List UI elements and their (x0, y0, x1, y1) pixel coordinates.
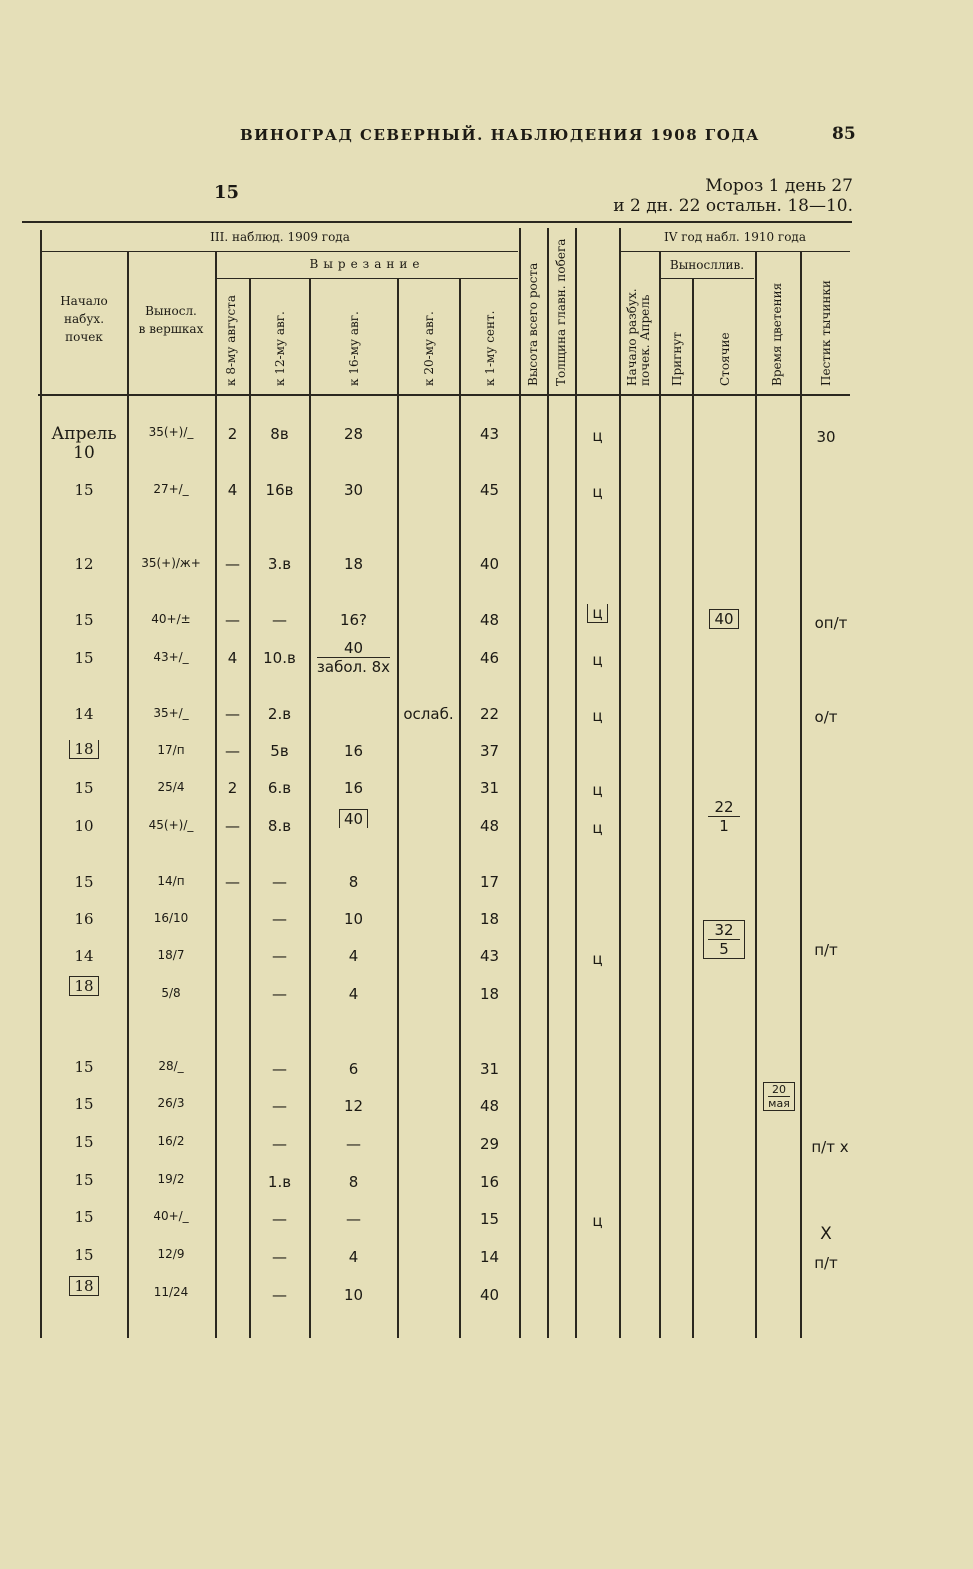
cell-aug12: — (272, 611, 287, 629)
cell-aug8: — (225, 742, 240, 760)
cell-sep1: 29 (479, 1135, 500, 1153)
cell-aug16: 4 (348, 1248, 359, 1266)
cell-start (42, 425, 126, 463)
stand-fraction-top: 22 (708, 798, 739, 817)
cell-stand-boxed-text: 40 (709, 609, 738, 629)
cell-sep1: 43 (479, 947, 500, 965)
cell-sep1: 40 (479, 1286, 500, 1304)
cell-mark: ц (592, 819, 603, 837)
cell-aug12: — (272, 873, 287, 891)
header-bottom-rule (38, 394, 850, 396)
cell-mark: ц (592, 781, 603, 799)
cell-sep1: 17 (479, 873, 500, 891)
cell-aug12: 2.в (267, 705, 292, 723)
cell-start: 14 (74, 947, 94, 965)
cell-pistil: о/т (814, 708, 838, 726)
cell-aug16: 8 (348, 873, 359, 891)
cell-bloom-boxed-fraction (756, 1082, 802, 1111)
cell-endurance: 35(+)/_ (148, 425, 194, 439)
cell-endurance: 40+/± (151, 612, 191, 626)
table-top-rule (22, 221, 852, 223)
cell-aug12: — (272, 1286, 287, 1304)
cell-endurance: 35(+)/ж+ (141, 556, 201, 570)
frost-note-line1: Мороз 1 день 27 (705, 176, 853, 196)
cell-mark: ц (592, 950, 603, 968)
endurance-header: Выносллив. (669, 258, 745, 272)
cell-endurance: 11/24 (153, 1285, 189, 1299)
cell-aug12: 10.в (263, 649, 296, 667)
cell-endurance: 28/_ (158, 1059, 184, 1073)
cell-aug8: — (225, 817, 240, 835)
cell-stand-fraction (693, 798, 755, 835)
cell-aug8: 2 (227, 425, 238, 443)
col-line-11 (659, 252, 661, 1338)
cell-sep1: 45 (479, 481, 500, 499)
cell-sep1: 31 (479, 779, 500, 797)
aug16-fraction (317, 639, 390, 676)
cell-aug16: 30 (343, 481, 364, 499)
cell-aug16: 18 (343, 555, 364, 573)
col-header-y4-start: Начало разбух. почек. Апрель (625, 288, 652, 386)
cell-aug12: — (272, 1135, 287, 1153)
cell-sep1: 15 (479, 1210, 500, 1228)
cell-start-boxed (42, 1277, 126, 1295)
cell-aug8: 4 (227, 649, 238, 667)
col-header-start-line3: почек (65, 330, 103, 344)
cell-endurance: 27+/_ (153, 482, 189, 496)
page-number: 85 (832, 124, 856, 144)
sheet-number: 15 (214, 182, 240, 203)
cell-start: 15 (74, 649, 94, 667)
cell-start: 15 (74, 1208, 94, 1226)
cell-start: 12 (74, 555, 94, 573)
cell-aug16: 4 (348, 985, 359, 1003)
cell-pistil: п/т х (811, 1138, 849, 1156)
col-header-endurance-line2: в вершках (138, 322, 204, 336)
cell-aug16: 12 (343, 1097, 364, 1115)
cell-aug12: 6.в (267, 779, 292, 797)
group-header-1910: IV год набл. 1910 года (664, 230, 806, 244)
cell-aug16: 10 (343, 910, 364, 928)
aug16-fraction-bottom: забол. 8х (316, 658, 391, 676)
cell-aug16: 28 (343, 425, 364, 443)
cell-pistil: п/т (814, 1254, 838, 1272)
cell-aug16: — (346, 1210, 361, 1228)
cell-sep1: 46 (479, 649, 500, 667)
col-header-y4-pistil: Пестик тычинки (819, 280, 833, 386)
cell-aug16-boxed-text: 40 (339, 809, 368, 828)
col-header-height: Высота всего роста (526, 262, 540, 386)
cell-aug16: 8 (348, 1173, 359, 1191)
cell-aug12: — (272, 1210, 287, 1228)
cell-stand-boxed (693, 610, 755, 628)
frost-note (613, 176, 853, 216)
cell-mark: ц (592, 651, 603, 669)
stand-boxed-fraction-bottom: 5 (719, 940, 729, 958)
cell-pistil: Х (820, 1224, 832, 1244)
cell-sep1: 48 (479, 1097, 500, 1115)
cell-sep1: 40 (479, 555, 500, 573)
cell-endurance: 12/9 (157, 1247, 185, 1261)
cutting-header: Вырезание (309, 257, 425, 271)
bloom-fraction-top: 20 (768, 1083, 790, 1097)
col-header-start-line1: Начало (60, 294, 108, 308)
group-header-1909: III. наблюд. 1909 года (210, 230, 350, 244)
col-header-aug12: к 12-му авг. (273, 311, 287, 386)
cell-sep1: 18 (479, 985, 500, 1003)
cell-aug12: 16в (265, 481, 294, 499)
cell-endurance: 14/п (157, 874, 185, 888)
cell-mark-boxed-text: ц (587, 604, 607, 623)
cell-endurance: 25/4 (157, 780, 185, 794)
cell-aug8: 4 (227, 481, 238, 499)
cell-sep1: 31 (479, 1060, 500, 1078)
aug16-fraction-top: 40 (317, 639, 390, 658)
cell-aug12: 8.в (267, 817, 292, 835)
cell-aug12: — (272, 947, 287, 965)
cell-aug16: — (346, 1135, 361, 1153)
cell-start: 15 (74, 1058, 94, 1076)
cell-endurance: 40+/_ (153, 1209, 189, 1223)
cell-aug16: 16 (343, 779, 364, 797)
cell-aug16-boxed (310, 810, 397, 828)
cell-start: 15 (74, 873, 94, 891)
cell-aug8: — (225, 705, 240, 723)
col-header-start-line2: набух. (63, 312, 105, 326)
endurance-rule (660, 278, 754, 279)
cell-pistil: оп/т (814, 614, 848, 632)
cell-mark: ц (592, 1212, 603, 1230)
cell-sep1: 43 (479, 425, 500, 443)
col-line-7 (519, 228, 521, 1338)
cell-start: 14 (74, 705, 94, 723)
cell-start: 15 (74, 1246, 94, 1264)
cell-pistil: 30 (816, 428, 836, 446)
cell-aug12: 3.в (267, 555, 292, 573)
cell-sep1: 48 (479, 817, 500, 835)
cell-mark: ц (592, 707, 603, 725)
cell-start-boxed (42, 740, 126, 758)
cell-mark: ц (592, 483, 603, 501)
cell-aug16: 16 (343, 742, 364, 760)
cell-aug8: 2 (227, 779, 238, 797)
cell-start: 16 (74, 910, 94, 928)
col-header-aug20: к 20-му авг. (422, 311, 436, 386)
cell-start-text: Апрель 10 (51, 424, 117, 463)
cell-start-boxed-text: 18 (69, 1276, 98, 1296)
cell-endurance: 16/10 (153, 911, 189, 925)
col-line-14 (800, 252, 802, 1338)
col-line-13 (755, 252, 757, 1338)
col-header-endurance (128, 302, 214, 338)
cell-aug12: — (272, 985, 287, 1003)
cell-aug16-fraction (310, 639, 397, 676)
cell-endurance: 35+/_ (153, 706, 189, 720)
cell-aug12: — (272, 1097, 287, 1115)
col-line-8 (547, 228, 549, 1338)
cell-endurance: 17/п (157, 743, 185, 757)
cell-start: 15 (74, 481, 94, 499)
cutting-rule (216, 278, 518, 279)
stand-fraction (708, 798, 739, 835)
cell-endurance: 45(+)/_ (148, 818, 194, 832)
cell-aug12: — (272, 1248, 287, 1266)
cell-aug16: 6 (348, 1060, 359, 1078)
cell-aug16: 4 (348, 947, 359, 965)
cell-sep1: 22 (479, 705, 500, 723)
cell-start-boxed (42, 977, 126, 995)
cell-endurance: 5/8 (161, 986, 181, 1000)
cell-aug12: 1.в (267, 1173, 292, 1191)
cell-sep1: 48 (479, 611, 500, 629)
cell-mark-boxed (576, 604, 619, 622)
cell-aug20: ослаб. (403, 705, 454, 723)
col-line-5 (397, 279, 399, 1338)
col-header-thickness: Толщина главн. побега (554, 238, 568, 386)
col-header-y4-bent: Пригнут (670, 331, 684, 386)
cell-start: 15 (74, 1171, 94, 1189)
stand-boxed-fraction (703, 920, 744, 959)
cell-aug12: — (272, 910, 287, 928)
col-header-endurance-line1: Выносл. (145, 304, 197, 318)
cell-start: 10 (74, 817, 94, 835)
cell-aug16: 10 (343, 1286, 364, 1304)
cell-start: 15 (74, 1133, 94, 1151)
cell-pistil: п/т (814, 941, 838, 959)
cell-start-boxed-text: 18 (69, 976, 98, 996)
col-header-y4-stand: Стоячие (718, 332, 732, 386)
cell-sep1: 18 (479, 910, 500, 928)
cell-aug16: 16? (339, 611, 368, 629)
col-line-10 (619, 228, 621, 1338)
cell-aug8: — (225, 611, 240, 629)
bloom-fraction-bottom: мая (768, 1097, 790, 1110)
cell-aug8: — (225, 873, 240, 891)
cell-sep1: 16 (479, 1173, 500, 1191)
cell-sep1: 37 (479, 742, 500, 760)
cell-start: 15 (74, 779, 94, 797)
col-header-sep1: к 1-му сент. (483, 310, 497, 386)
col-header-y4-bloom: Время цветения (770, 282, 784, 386)
cell-aug12: 8в (270, 425, 289, 443)
cell-stand-boxed-fraction (693, 920, 755, 959)
frost-note-line2: и 2 дн. 22 остальн. 18—10. (613, 196, 853, 216)
col-header-aug8: к 8-му августа (224, 295, 238, 386)
cell-start-boxed-text: 18 (69, 740, 98, 759)
cell-endurance: 43+/_ (153, 650, 189, 664)
col-header-start (42, 292, 126, 346)
stand-fraction-bottom: 1 (719, 817, 729, 835)
group-rule-1909 (42, 251, 518, 252)
group-rule-1910 (620, 251, 850, 252)
cell-endurance: 16/2 (157, 1134, 185, 1148)
cell-endurance: 18/7 (157, 948, 185, 962)
cell-sep1: 14 (479, 1248, 500, 1266)
cell-aug8: — (225, 555, 240, 573)
cell-endurance: 26/3 (157, 1096, 185, 1110)
bloom-boxed-fraction (763, 1082, 795, 1111)
col-header-aug16: к 16-му авг. (347, 311, 361, 386)
cell-aug12: — (272, 1060, 287, 1078)
cell-mark: ц (592, 427, 603, 445)
running-head: ВИНОГРАД СЕВЕРНЫЙ. НАБЛЮДЕНИЯ 1908 ГОДА (240, 126, 760, 144)
cell-start: 15 (74, 611, 94, 629)
stand-boxed-fraction-top: 32 (708, 921, 739, 940)
cell-start: 15 (74, 1095, 94, 1113)
cell-aug12: 5в (270, 742, 289, 760)
cell-endurance: 19/2 (157, 1172, 185, 1186)
